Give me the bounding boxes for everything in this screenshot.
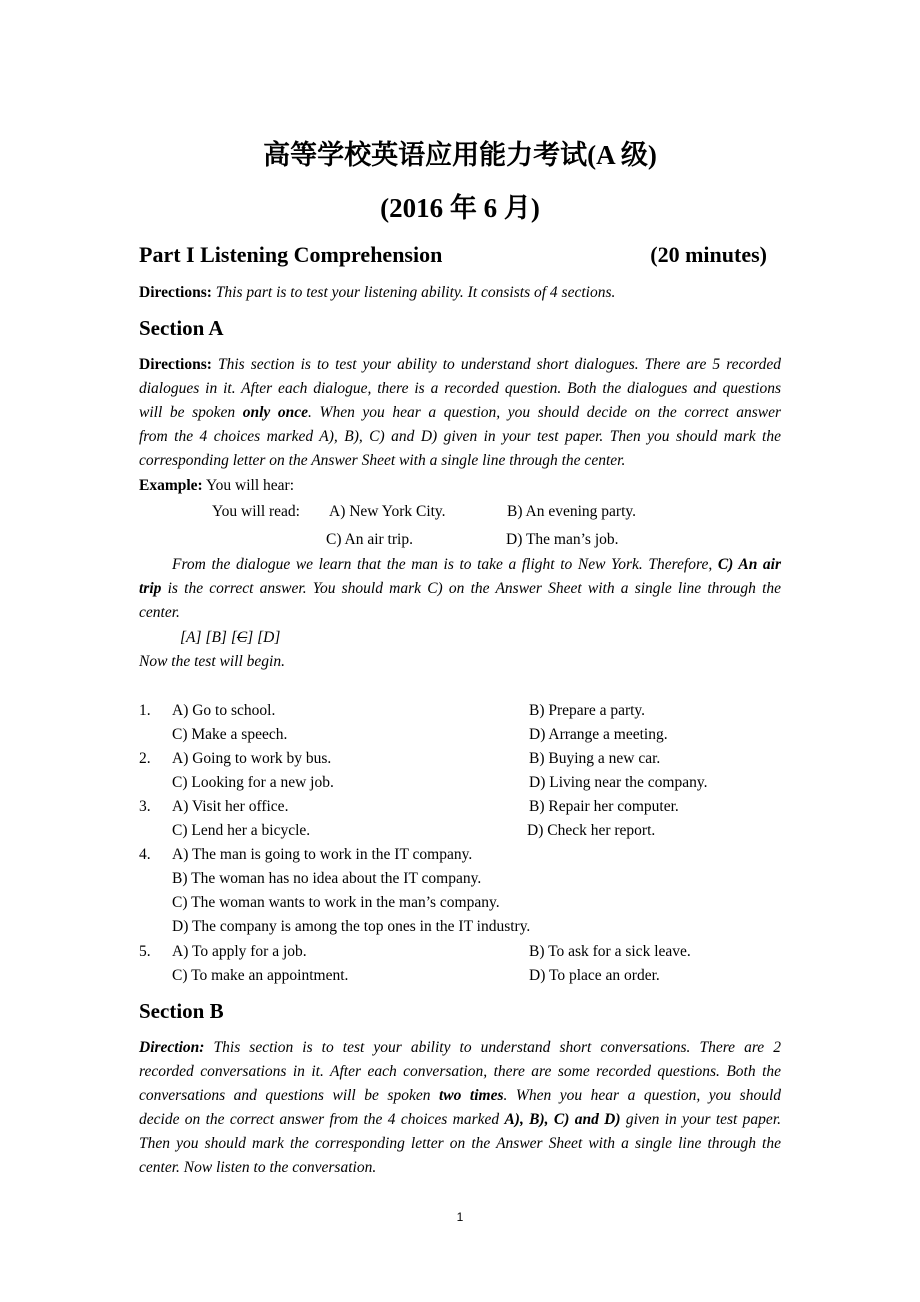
question-number: 4.	[139, 846, 151, 863]
section-b-dir-line3-pre: conversations and questions will be spoken	[139, 1087, 431, 1104]
part1-time: (20 minutes)	[650, 242, 767, 267]
example-label: Example:	[139, 477, 203, 494]
section-b-dir-line4-pre: decide on the correct answer from the 4 choices marked	[139, 1111, 500, 1128]
section-b-dir-line3-bold: two times	[439, 1087, 504, 1104]
part1-directions	[139, 285, 615, 301]
choice-a: A) The man is going to work in the IT company.	[172, 846, 473, 863]
example-explanation	[139, 553, 781, 625]
section-a-heading: Section A	[139, 316, 224, 340]
choice-c: C) Lend her a bicycle.	[172, 822, 311, 839]
choice-d: D) Check her report.	[527, 822, 656, 839]
choice-b: B) Buying a new car.	[529, 750, 661, 767]
expl-line1-pre: From the dialogue we learn that the man is to take a flight to New York. Therefore,	[172, 556, 713, 573]
marks-struck-c: C	[236, 629, 248, 646]
example-choice-b: B) An evening party.	[507, 503, 636, 520]
expl-line2-bold: trip	[139, 580, 162, 597]
choice-a: A) To apply for a job.	[172, 943, 307, 960]
exam-title: 高等学校英语应用能力考试(A 级)	[263, 140, 657, 170]
part1-directions-label: Directions:	[139, 284, 212, 301]
section-a-dir-line5: corresponding letter on the Answer Sheet with a single line through the center.	[139, 452, 626, 469]
section-b-directions-label: Direction:	[139, 1039, 205, 1056]
choice-c: C) To make an appointment.	[172, 967, 349, 984]
marks-post: ] [D]	[247, 629, 281, 646]
section-a-directions-label: Directions:	[139, 356, 212, 373]
choice-d: D) Living near the company.	[529, 774, 708, 791]
section-b-dir-line3-post: . When you hear a question, you should	[503, 1087, 782, 1104]
expl-line3: center.	[139, 604, 180, 621]
example-hear-text: You will hear:	[206, 477, 295, 494]
exam-date: (2016 年 6 月)	[380, 193, 540, 223]
choice-b: B) Prepare a party.	[529, 702, 646, 719]
choice-d: D) The company is among the top ones in the IT industry.	[172, 918, 531, 935]
section-a-dir-line2: dialogues in it. After each dialogue, there is a recorded question. Both the dialogues and questions	[139, 380, 781, 397]
example-read: You will read:	[212, 503, 300, 520]
choice-b: B) To ask for a sick leave.	[529, 943, 691, 960]
example-hear	[139, 478, 294, 494]
question-number: 1.	[139, 702, 151, 719]
expl-line2-post: is the correct answer. You should mark C) on the Answer Sheet with a single line through the	[167, 580, 782, 597]
section-b-dir-line6: center. Now listen to the conversation.	[139, 1159, 377, 1176]
marks-pre: [A] [B] [	[180, 629, 237, 646]
part1-directions-text: This part is to test your listening ability. It consists of 4 sections.	[215, 284, 616, 301]
choice-a: A) Go to school.	[172, 702, 276, 719]
section-b-dir-line2: recorded conversations in it. After each conversation, there are some recorded questions. Both the	[139, 1063, 781, 1080]
section-a-dir-line3-bold: only once	[242, 404, 309, 421]
part1-heading: Part I Listening Comprehension	[139, 242, 443, 267]
section-b-dir-line4-bold: A), B), C) and D)	[504, 1111, 621, 1128]
example-choice-d: D) The man’s job.	[506, 531, 619, 548]
choice-c: C) The woman wants to work in the man’s company.	[172, 894, 500, 911]
section-b-dir-line4-post: given in your test paper.	[625, 1111, 782, 1128]
section-a-dir-line1: This section is to test your ability to understand short dialogues. There are 5 recorded	[217, 356, 782, 373]
section-a-dir-line3-pre: will be spoken	[139, 404, 236, 421]
choice-b: B) Repair her computer.	[529, 798, 679, 815]
choice-d: D) Arrange a meeting.	[529, 726, 668, 743]
choice-a: A) Visit her office.	[172, 798, 289, 815]
section-b-directions	[139, 1036, 781, 1180]
question-number: 2.	[139, 750, 151, 767]
section-b-dir-line1: This section is to test your ability to understand short conversations. There are 2	[213, 1039, 782, 1056]
page-number: 1	[456, 1210, 464, 1224]
question-number: 3.	[139, 798, 151, 815]
test-begin: Now the test will begin.	[139, 653, 285, 670]
section-a-directions	[139, 353, 781, 473]
example-choice-a: A) New York City.	[329, 503, 446, 520]
question-number: 5.	[139, 943, 151, 960]
expl-line1-bold: C) An air	[717, 556, 781, 573]
choice-b: B) The woman has no idea about the IT company.	[172, 870, 482, 887]
section-a-dir-line3-post: . When you hear a question, you should decide on the correct answer	[308, 404, 781, 421]
answer-marks-example	[180, 630, 280, 646]
section-a-dir-line4: from the 4 choices marked A), B), C) and D) given in your test paper. Then you should mark the	[139, 428, 781, 445]
choice-d: D) To place an order.	[529, 967, 660, 984]
section-b-heading: Section B	[139, 999, 224, 1023]
section-b-dir-line5: Then you should mark the corresponding letter on the Answer Sheet with a single line through the	[139, 1135, 781, 1152]
choice-a: A) Going to work by bus.	[172, 750, 332, 767]
choice-c: C) Make a speech.	[172, 726, 288, 743]
choice-c: C) Looking for a new job.	[172, 774, 334, 791]
example-choice-c: C) An air trip.	[326, 531, 413, 548]
